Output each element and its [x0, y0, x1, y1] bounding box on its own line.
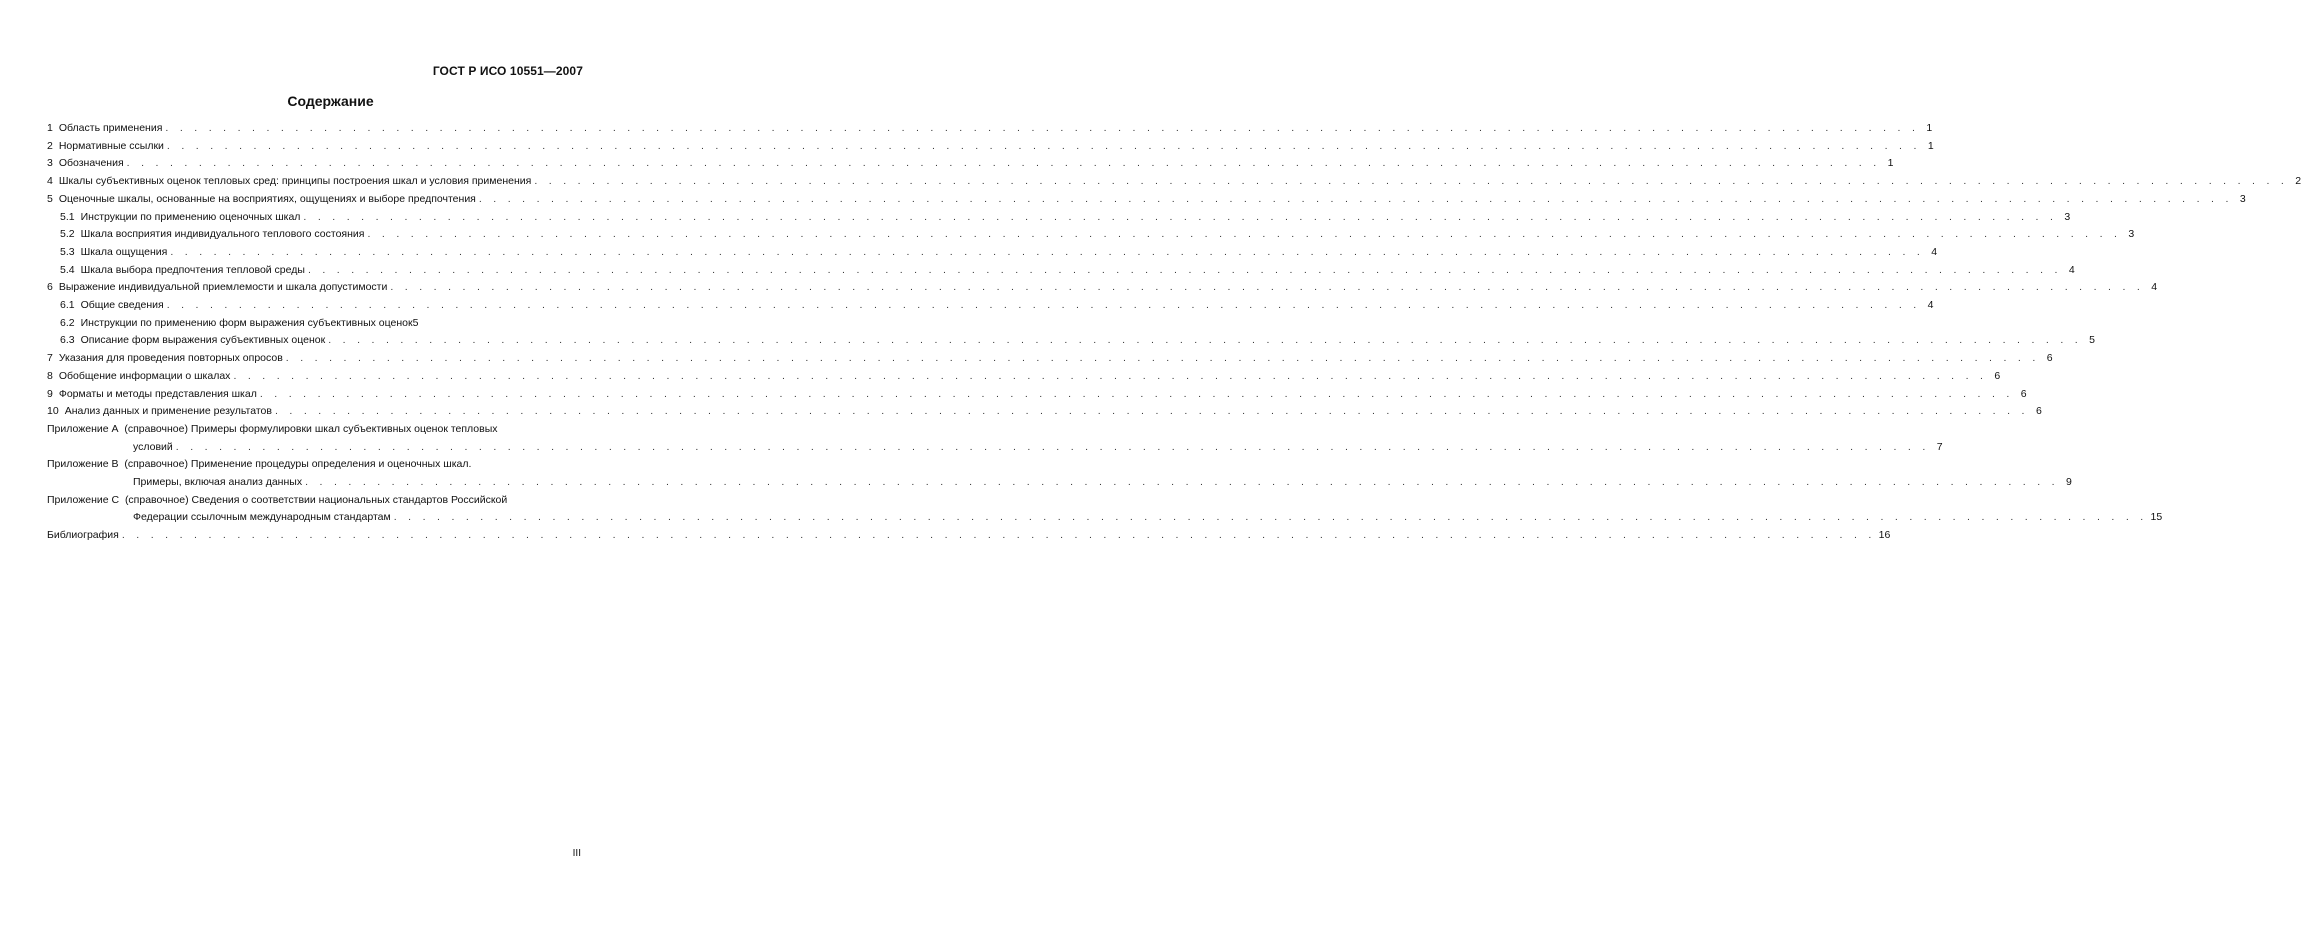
- dot-leader: [122, 527, 1876, 545]
- toc-entry-page: 7: [1936, 440, 1943, 453]
- toc-entry-number: 4: [47, 175, 53, 188]
- toc-entry-number: 7: [47, 352, 53, 365]
- toc-entry-label: Область применения: [58, 122, 163, 134]
- toc-entry-label: Инструкции по применению оценочных шкал: [80, 210, 301, 223]
- toc-entry-page: 9: [2066, 476, 2072, 489]
- toc-entry-page: 1: [1926, 122, 1933, 134]
- dot-leader: [367, 226, 2121, 244]
- toc-entry-page: 15: [2150, 511, 2163, 524]
- toc-entry-page: 4: [2151, 281, 2158, 294]
- toc-entry-number: 5: [47, 192, 53, 205]
- toc-entry-page: 16: [1878, 529, 1891, 542]
- toc-entry-label: Общие сведения: [80, 299, 164, 312]
- toc-appendix-entry[interactable]: [47, 492, 2163, 527]
- dot-leader: [260, 386, 2014, 404]
- toc-entry-label: Шкалы субъективных оценок тепловых сред: принципы построения шкал и условия применения: [58, 175, 532, 188]
- appendix-prefix: Приложение С: [47, 493, 120, 506]
- toc-entry[interactable]: [47, 403, 2042, 421]
- document-number: ГОСТ Р ИСО 10551—2007: [432, 64, 583, 78]
- toc-subentry[interactable]: [47, 244, 1938, 262]
- dot-leader: [176, 439, 1930, 457]
- toc-entry-number: 5.1: [60, 210, 75, 223]
- toc-entry-label: Указания для проведения повторных опросов: [58, 352, 283, 365]
- toc-entry[interactable]: [47, 120, 1933, 138]
- toc-entry-number: 2: [47, 139, 53, 152]
- toc-entry-number: 5.2: [60, 228, 75, 241]
- toc-subentry[interactable]: [47, 332, 2095, 350]
- toc-appendix-entry[interactable]: [47, 456, 2072, 491]
- toc-entry-number: 9: [47, 387, 53, 400]
- toc-entry-label: Шкала ощущения: [80, 245, 168, 258]
- toc-entry[interactable]: [47, 386, 2027, 404]
- toc-entry-number: 6.3: [60, 334, 75, 347]
- toc-entry-page: 6: [1994, 369, 2001, 382]
- table-of-contents: [47, 120, 2301, 545]
- toc-subentry[interactable]: [47, 297, 1934, 315]
- dot-leader: [328, 332, 2082, 350]
- page-title: Содержание: [287, 93, 374, 109]
- appendix-title-line1: (справочное) Сведения о соответствии национальных стандартов Российской: [124, 493, 508, 506]
- toc-entry-page: 4: [1931, 245, 1938, 258]
- dot-leader: [275, 403, 2029, 421]
- toc-entry-label: Инструкции по применению форм выражения субъективных оценок5: [80, 316, 419, 329]
- toc-entry-label: Форматы и методы представления шкал: [58, 387, 257, 400]
- toc-entry-number: 3: [47, 157, 53, 170]
- toc-entry-label: Выражение индивидуальной приемлемости и шкала допустимости: [58, 281, 388, 294]
- toc-entry[interactable]: [47, 350, 2053, 368]
- toc-entry[interactable]: [47, 173, 2301, 191]
- appendix-title-line1: (справочное) Применение процедуры определения и оценочных шкал.: [124, 458, 472, 471]
- toc-entry-number: 6: [47, 281, 53, 294]
- toc-entry-number: 1: [47, 122, 53, 134]
- toc-subentry[interactable]: [47, 315, 583, 333]
- toc-entry-number: 5.3: [60, 245, 75, 258]
- dot-leader: [308, 262, 2062, 280]
- toc-entry-label: Описание форм выражения субъективных оценок: [80, 334, 326, 347]
- toc-subentry[interactable]: [47, 262, 2075, 280]
- dot-leader: [167, 297, 1921, 315]
- appendix-prefix: Приложение В: [47, 458, 119, 471]
- toc-entry-number: 5.4: [60, 263, 75, 276]
- toc-entry-label: Нормативные ссылки: [58, 139, 164, 152]
- toc-entry-page: 6: [2020, 387, 2027, 400]
- toc-entry-page: 2: [2295, 175, 2301, 188]
- toc-entry-label: Анализ данных и применение результатов: [64, 405, 272, 418]
- appendix-title-line2: условий: [133, 440, 173, 453]
- dot-leader: [127, 155, 1881, 173]
- toc-entry-label: Обозначения: [58, 157, 124, 170]
- dot-leader: [394, 509, 2148, 527]
- toc-entry-label: Оценочные шкалы, основанные на восприятиях, ощущениях и выборе предпочтения: [58, 192, 476, 205]
- toc-entry-label: Обобщение информации о шкалах: [58, 369, 231, 382]
- toc-bibliography-entry[interactable]: [47, 527, 1891, 545]
- dot-leader: [167, 138, 1921, 156]
- toc-entry[interactable]: [47, 155, 1894, 173]
- toc-entry-number: 6.1: [60, 299, 75, 312]
- dot-leader: [303, 209, 2057, 227]
- toc-entry-page: 3: [2239, 192, 2246, 205]
- page-number: III: [572, 848, 581, 859]
- toc-entry-number: 10: [47, 405, 59, 418]
- toc-entry-page: 1: [1887, 157, 1894, 170]
- toc-entry-page: 6: [2035, 405, 2042, 418]
- toc-subentry[interactable]: [47, 226, 2135, 244]
- appendix-title-line2: Федерации ссылочным международным стандартам: [133, 511, 391, 524]
- toc-entry[interactable]: [47, 191, 2246, 209]
- dot-leader: [479, 191, 2233, 209]
- toc-entry-page: 4: [2068, 263, 2075, 276]
- appendix-prefix: Приложение А: [47, 422, 119, 435]
- toc-entry-label: Шкала выбора предпочтения тепловой среды: [80, 263, 305, 276]
- toc-entry[interactable]: [47, 279, 2158, 297]
- toc-subentry[interactable]: [47, 209, 2071, 227]
- dot-leader: [233, 368, 1987, 386]
- toc-entry-label: Шкала восприятия индивидуального теплового состояния: [80, 228, 365, 241]
- toc-entry-page: 3: [2064, 210, 2071, 223]
- toc-entry-page: 5: [2089, 334, 2095, 347]
- toc-entry-page: 1: [1927, 139, 1934, 152]
- dot-leader: [305, 474, 2059, 492]
- toc-entry[interactable]: [47, 368, 2001, 386]
- toc-entry-page: 4: [1927, 299, 1934, 312]
- dot-leader: [165, 120, 1919, 138]
- appendix-title-line1: (справочное) Примеры формулировки шкал субъективных оценок тепловых: [124, 422, 498, 435]
- dot-leader: [286, 350, 2040, 368]
- dot-leader: [170, 244, 1924, 262]
- toc-entry-number: 8: [47, 369, 53, 382]
- toc-entry-number: 6.2: [60, 316, 75, 329]
- toc-entry-label: Библиография: [47, 529, 119, 542]
- appendix-title-line2: Примеры, включая анализ данных: [133, 476, 303, 489]
- toc-entry-page: 6: [2046, 352, 2053, 365]
- dot-leader: [390, 279, 2144, 297]
- toc-entry-page: 3: [2128, 228, 2135, 241]
- toc-appendix-entry[interactable]: [47, 421, 1943, 456]
- toc-entry[interactable]: [47, 138, 1934, 156]
- dot-leader: [534, 173, 2288, 191]
